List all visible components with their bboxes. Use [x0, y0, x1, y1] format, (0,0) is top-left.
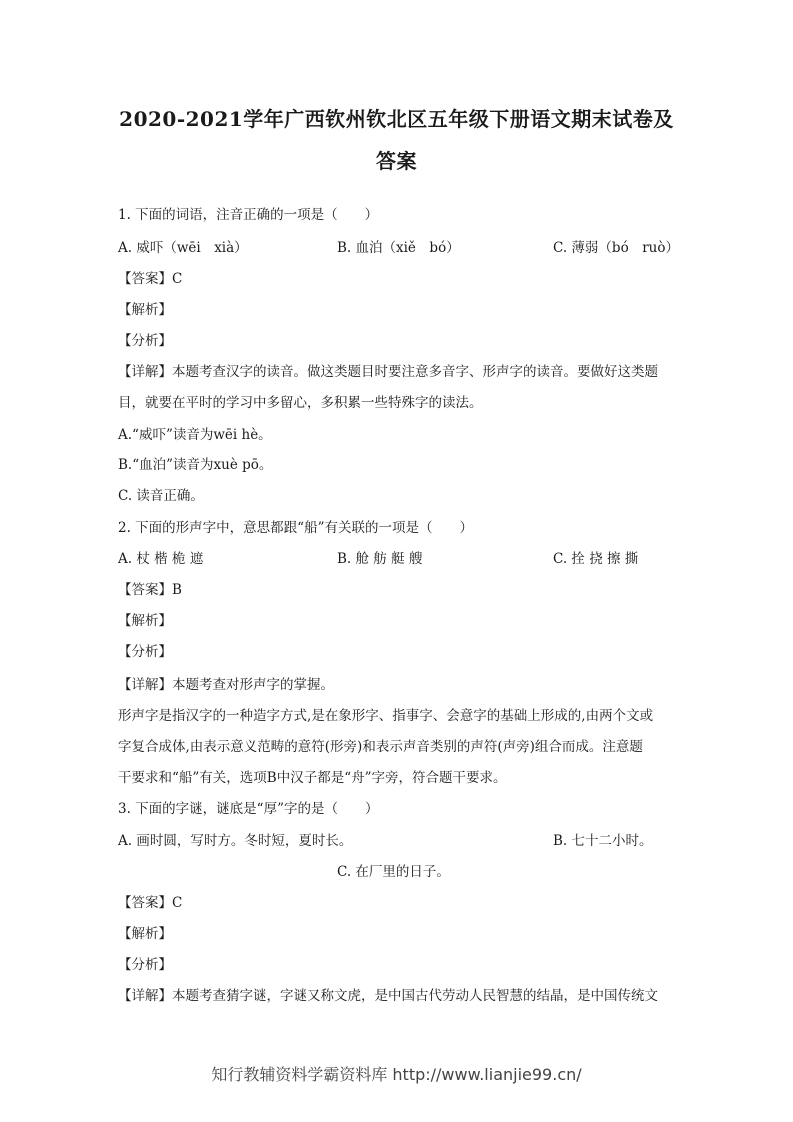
q1-jiexi-heading: 【解析】: [118, 302, 172, 318]
q1-option-b: B. 血泊（xiě bó）: [337, 240, 460, 256]
q2-detail-line-3: 字复合成体,由表示意义范畴的意符(形旁)和表示声音类别的声符(声旁)组合而成。注意题: [118, 739, 643, 755]
q3-detail-line-1: 【详解】本题考查猜字谜，字谜又称文虎，是中国古代劳动人民智慧的结晶，是中国传统文: [118, 988, 658, 1004]
q1-answer: 【答案】C: [118, 271, 183, 287]
q3-stem: 3. 下面的字谜，谜底是“厚”字的是（ ）: [118, 801, 379, 817]
q2-fenxi-heading: 【分析】: [118, 644, 172, 660]
q2-answer: 【答案】B: [118, 582, 182, 598]
q2-option-a: A. 杖 楷 桅 遮: [118, 551, 204, 567]
q2-jiexi-heading: 【解析】: [118, 613, 172, 629]
q3-fenxi-heading: 【分析】: [118, 957, 172, 973]
q2-option-b: B. 舱 舫 艇 艘: [337, 551, 423, 567]
q1-option-a: A. 威吓（wēi xià）: [118, 240, 248, 256]
q1-detail-line-1: 【详解】本题考查汉字的读音。做这类题目时要注意多音字、形声字的读音。要做好这类题: [118, 364, 658, 380]
q1-stem: 1. 下面的词语，注音正确的一项是（ ）: [118, 207, 379, 223]
q1-detail-line-3: A.“威吓”读音为wēi hè。: [118, 427, 272, 443]
q2-stem: 2. 下面的形声字中，意思都跟“船”有关联的一项是（ ）: [118, 520, 473, 536]
q2-detail-line-4: 干要求和“船”有关，选项B中汉子都是“舟”字旁，符合题干要求。: [118, 770, 507, 786]
q3-option-c: C. 在厂里的日子。: [337, 864, 450, 880]
page-footer-watermark: 知行教辅资料学霸资料库 http://www.lianjie99.cn/: [211, 1065, 582, 1084]
q2-option-c: C. 拴 挠 擦 撕: [553, 551, 639, 567]
q1-detail-line-5: C. 读音正确。: [118, 488, 204, 504]
title-line-2: 答案: [376, 149, 417, 173]
q3-option-b: B. 七十二小时。: [553, 833, 653, 849]
q3-jiexi-heading: 【解析】: [118, 926, 172, 942]
q1-detail-line-4: B.“血泊”读音为xuè pō。: [118, 457, 273, 473]
q2-detail-line-1: 【详解】本题考查对形声字的掌握。: [118, 677, 334, 693]
q1-fenxi-heading: 【分析】: [118, 333, 172, 349]
q1-option-c: C. 薄弱（bó ruò）: [553, 240, 679, 256]
title-line-1: 2020-2021学年广西钦州钦北区五年级下册语文期末试卷及: [119, 107, 674, 131]
q1-detail-line-2: 目，就要在平时的学习中多留心，多积累一些特殊字的读法。: [118, 395, 483, 411]
q3-option-a: A. 画时圆，写时方。冬时短，夏时长。: [118, 833, 353, 849]
document-title: [100, 98, 693, 182]
q2-detail-line-2: 形声字是指汉字的一种造字方式,是在象形字、指事字、会意字的基础上形成的,由两个文或: [118, 708, 654, 724]
q3-answer: 【答案】C: [118, 895, 183, 911]
